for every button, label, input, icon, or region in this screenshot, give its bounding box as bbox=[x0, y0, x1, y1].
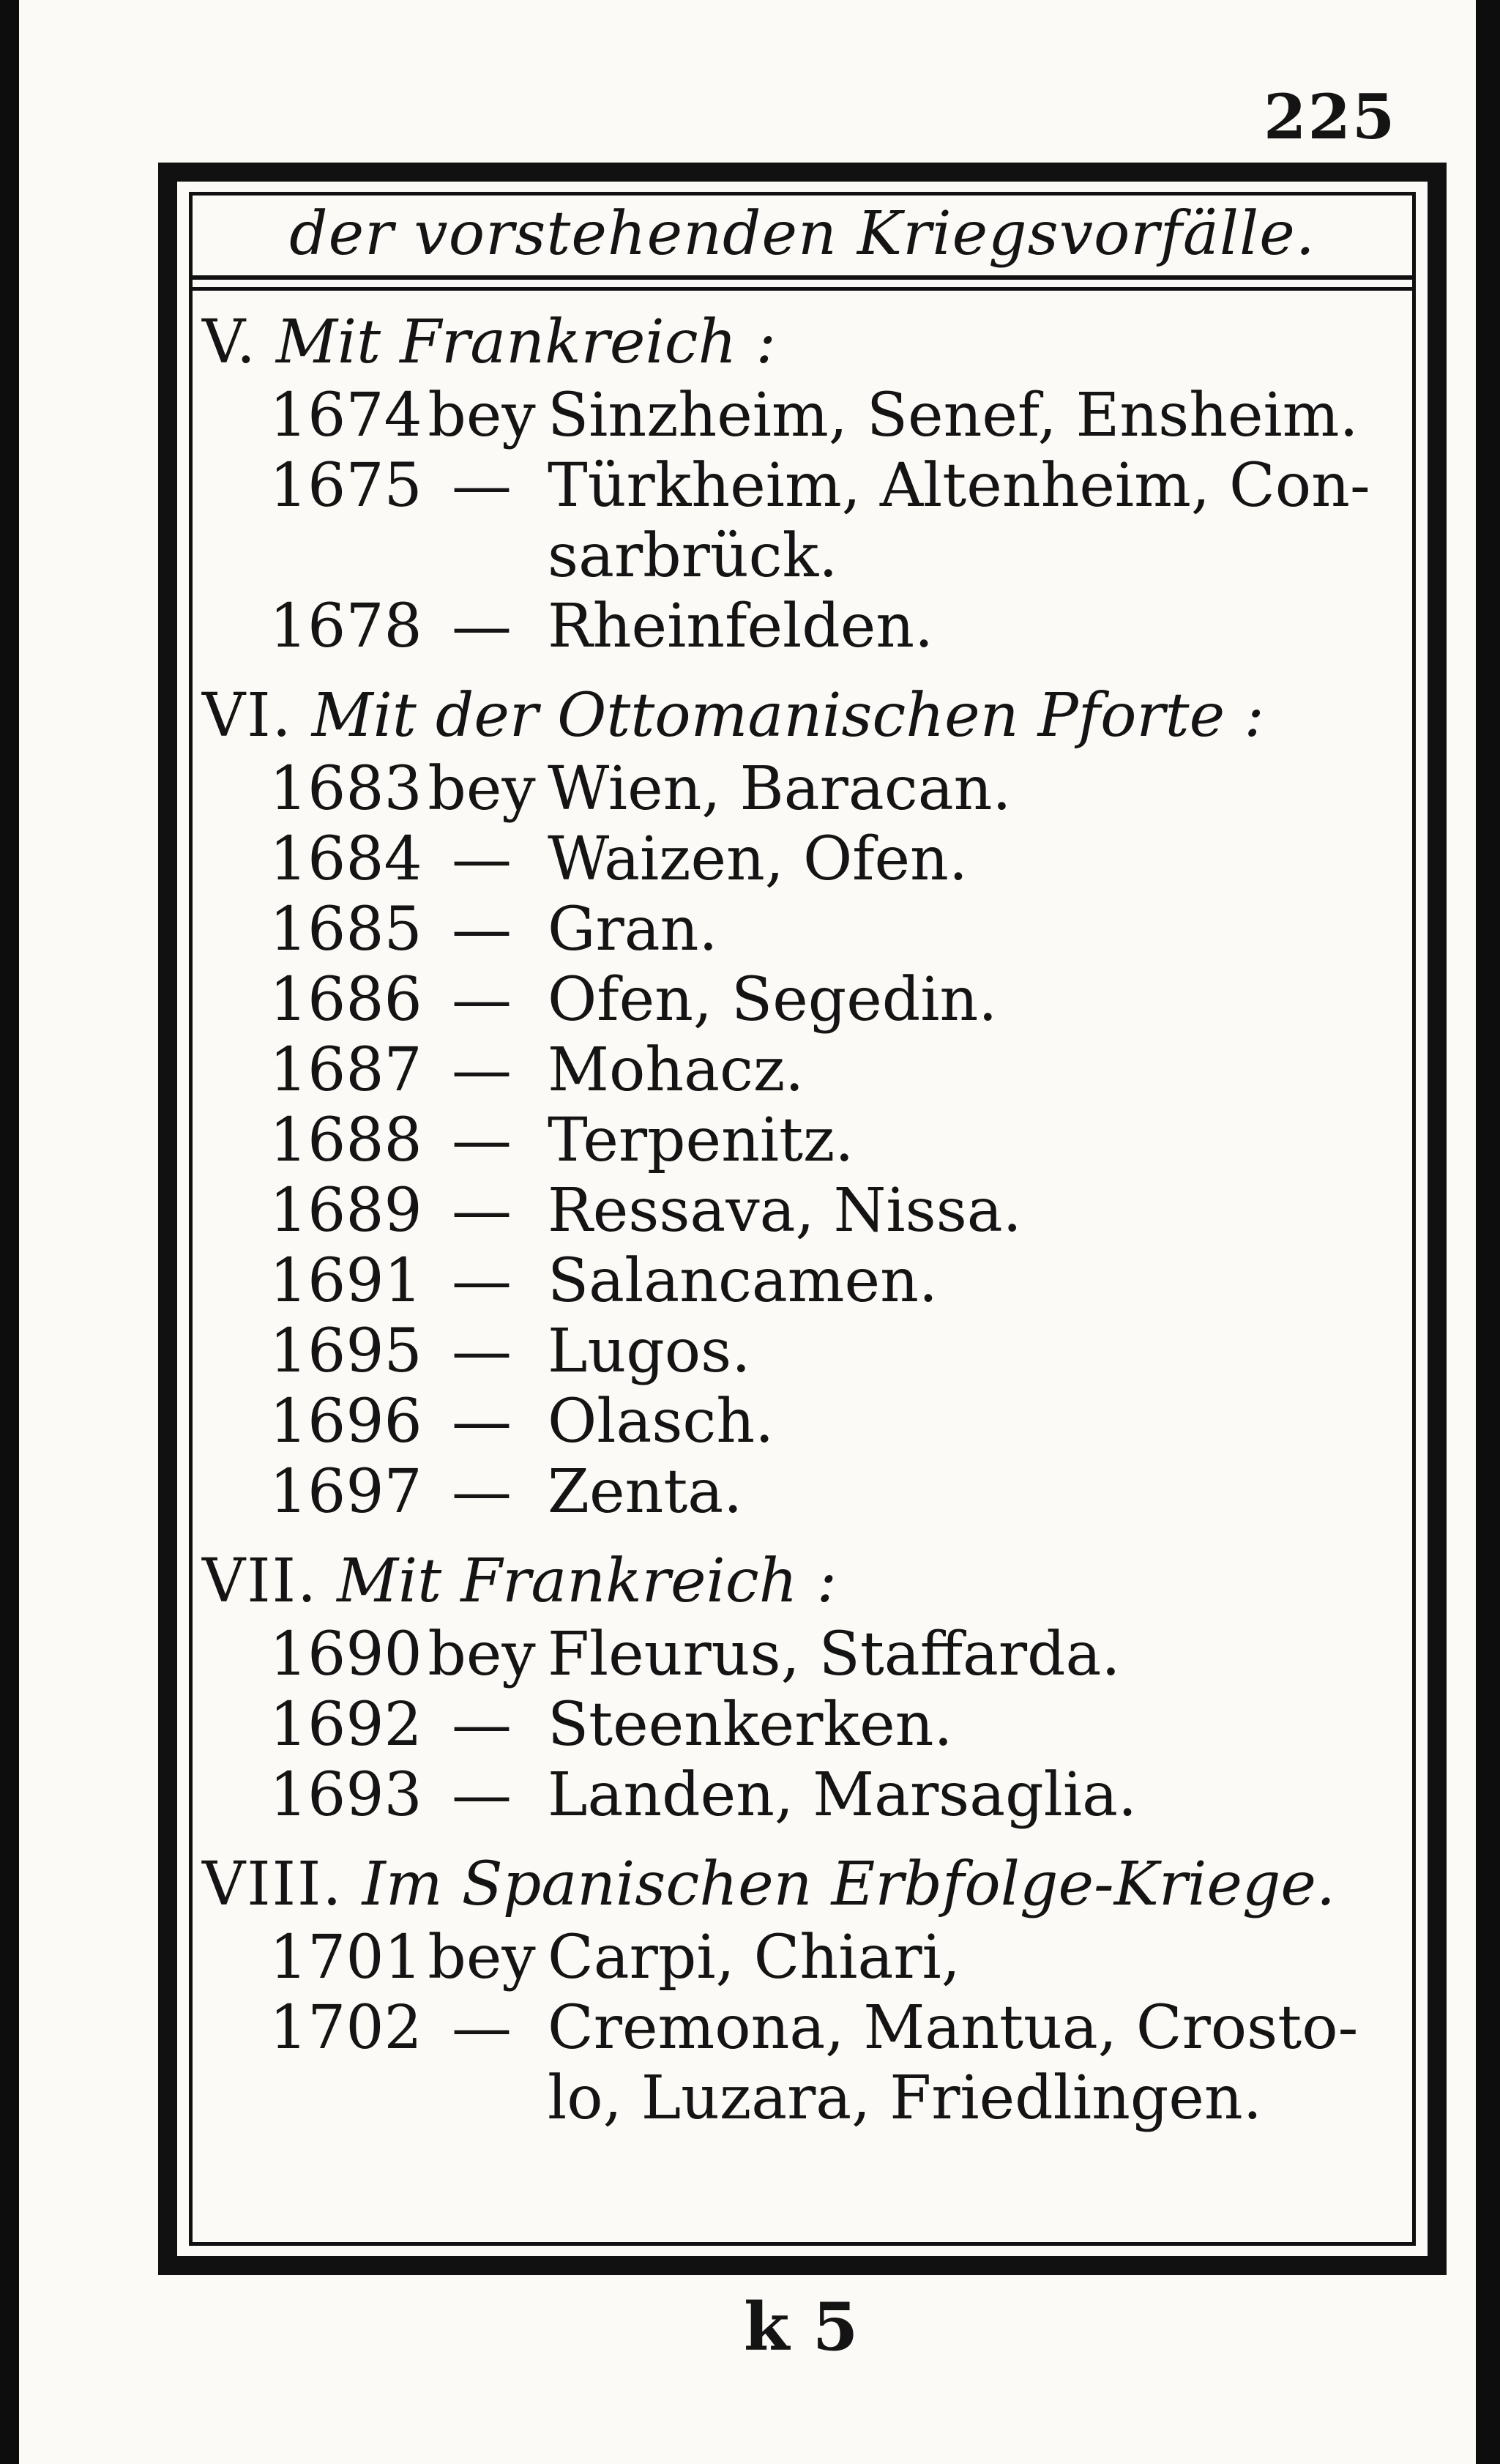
entry-year: 1685 bbox=[269, 895, 422, 964]
list-item bbox=[269, 1993, 1358, 2063]
entry-places: Cremona, Mantua, Crosto- bbox=[548, 1993, 1359, 2063]
list-item bbox=[269, 1690, 953, 1760]
list-item bbox=[269, 1317, 750, 1387]
entry-year: 1675 bbox=[269, 451, 422, 521]
running-head: der vorstehenden Kriegsvorfälle. bbox=[189, 192, 1416, 280]
section-heading bbox=[202, 1850, 1335, 1919]
entry-separator: — bbox=[452, 1246, 512, 1316]
entry-separator: — bbox=[452, 592, 512, 661]
list-item bbox=[269, 1923, 960, 1993]
section-heading bbox=[202, 681, 1264, 751]
section-title: Im Spanischen Erbfolge-Kriege. bbox=[362, 1850, 1336, 1919]
entry-separator: — bbox=[452, 1317, 512, 1386]
entry-year: 1701 bbox=[269, 1923, 422, 1992]
entry-places: Sinzheim, Senef, Ensheim. bbox=[548, 381, 1359, 450]
entry-year: 1686 bbox=[269, 965, 422, 1035]
entry-places: Carpi, Chiari, bbox=[548, 1923, 960, 1992]
entry-year: 1688 bbox=[269, 1106, 422, 1175]
list-item bbox=[269, 895, 717, 965]
list-item bbox=[269, 592, 933, 662]
entry-separator: — bbox=[452, 451, 512, 521]
list-item bbox=[269, 1176, 1022, 1246]
entry-places: Zenta. bbox=[548, 1457, 743, 1527]
entry-places: Lugos. bbox=[548, 1317, 751, 1386]
entry-separator: — bbox=[452, 1760, 512, 1830]
entry-places: Mohacz. bbox=[548, 1035, 805, 1105]
entry-separator: — bbox=[452, 1387, 512, 1456]
entry-year: 1678 bbox=[269, 592, 422, 661]
entry-places: Terpenitz. bbox=[548, 1106, 854, 1175]
entry-places: Salancamen. bbox=[548, 1246, 938, 1316]
list-item bbox=[269, 1387, 774, 1457]
entry-separator: — bbox=[452, 825, 512, 894]
page-number: 225 bbox=[1264, 81, 1397, 153]
entry-places: Ofen, Segedin. bbox=[548, 965, 998, 1035]
entry-separator: — bbox=[452, 1106, 512, 1175]
entry-places: Steenkerken. bbox=[548, 1690, 953, 1760]
entry-year: 1696 bbox=[269, 1387, 422, 1456]
entry-year: 1697 bbox=[269, 1457, 422, 1527]
section-title: Mit der Ottomanischen Pforte : bbox=[311, 681, 1264, 751]
entry-year: 1693 bbox=[269, 1760, 422, 1830]
section-title: Mit Frankreich : bbox=[275, 308, 777, 377]
entry-places: Türkheim, Altenheim, Con- bbox=[548, 451, 1370, 521]
entry-places: Gran. bbox=[548, 895, 718, 964]
section-numeral: VIII. bbox=[202, 1850, 343, 1919]
section-numeral: VI. bbox=[202, 681, 293, 751]
entry-separator: — bbox=[452, 965, 512, 1035]
entry-year: 1674 bbox=[269, 381, 422, 450]
entry-separator: — bbox=[452, 895, 512, 964]
entry-places: Fleurus, Staffarda. bbox=[548, 1620, 1121, 1689]
entry-separator: — bbox=[452, 1457, 512, 1527]
entry-places: Wien, Baracan. bbox=[548, 754, 1012, 824]
list-item bbox=[269, 451, 1370, 521]
section-heading bbox=[202, 1546, 837, 1616]
entry-year: 1683 bbox=[269, 754, 422, 824]
list-item bbox=[269, 1760, 1137, 1831]
section-numeral: VII. bbox=[202, 1546, 318, 1616]
section-title: Mit Frankreich : bbox=[337, 1546, 837, 1616]
entry-separator: bey bbox=[428, 381, 536, 450]
section-heading bbox=[202, 308, 776, 377]
section-numeral: V. bbox=[202, 308, 257, 377]
list-item bbox=[269, 1457, 742, 1527]
entry-places: Ressava, Nissa. bbox=[548, 1176, 1022, 1246]
entry-places: Rheinfelden. bbox=[548, 592, 934, 661]
list-item bbox=[269, 1106, 854, 1176]
entry-year: 1692 bbox=[269, 1690, 422, 1760]
entry-year: 1687 bbox=[269, 1035, 422, 1105]
header-rule bbox=[189, 287, 1416, 291]
list-item bbox=[269, 1246, 938, 1317]
list-item bbox=[269, 1620, 1120, 1690]
list-item bbox=[269, 825, 968, 895]
entry-places: Olasch. bbox=[548, 1387, 775, 1456]
entry-places: Landen, Marsaglia. bbox=[548, 1760, 1138, 1830]
list-item bbox=[269, 754, 1011, 825]
entry-year: 1702 bbox=[269, 1993, 422, 2063]
entry-separator: — bbox=[452, 1035, 512, 1105]
entry-separator: — bbox=[452, 1993, 512, 2063]
entry-separator: bey bbox=[428, 1923, 536, 1992]
entry-year: 1695 bbox=[269, 1317, 422, 1386]
entry-year: 1684 bbox=[269, 825, 422, 894]
entry-year: 1689 bbox=[269, 1176, 422, 1246]
entry-separator: — bbox=[452, 1176, 512, 1246]
entry-year: 1691 bbox=[269, 1246, 422, 1316]
list-item bbox=[269, 381, 1359, 451]
signature-mark: k 5 bbox=[744, 2288, 859, 2366]
list-item bbox=[269, 965, 997, 1035]
entry-separator: bey bbox=[428, 754, 536, 824]
entry-separator: bey bbox=[428, 1620, 536, 1689]
entry-places: Waizen, Ofen. bbox=[548, 825, 968, 894]
list-item bbox=[269, 1035, 804, 1106]
entry-continuation: sarbrück. bbox=[548, 521, 838, 591]
book-page bbox=[19, 0, 1476, 2464]
entry-continuation: lo, Luzara, Friedlingen. bbox=[548, 2063, 1262, 2133]
entry-year: 1690 bbox=[269, 1620, 422, 1689]
entry-separator: — bbox=[452, 1690, 512, 1760]
